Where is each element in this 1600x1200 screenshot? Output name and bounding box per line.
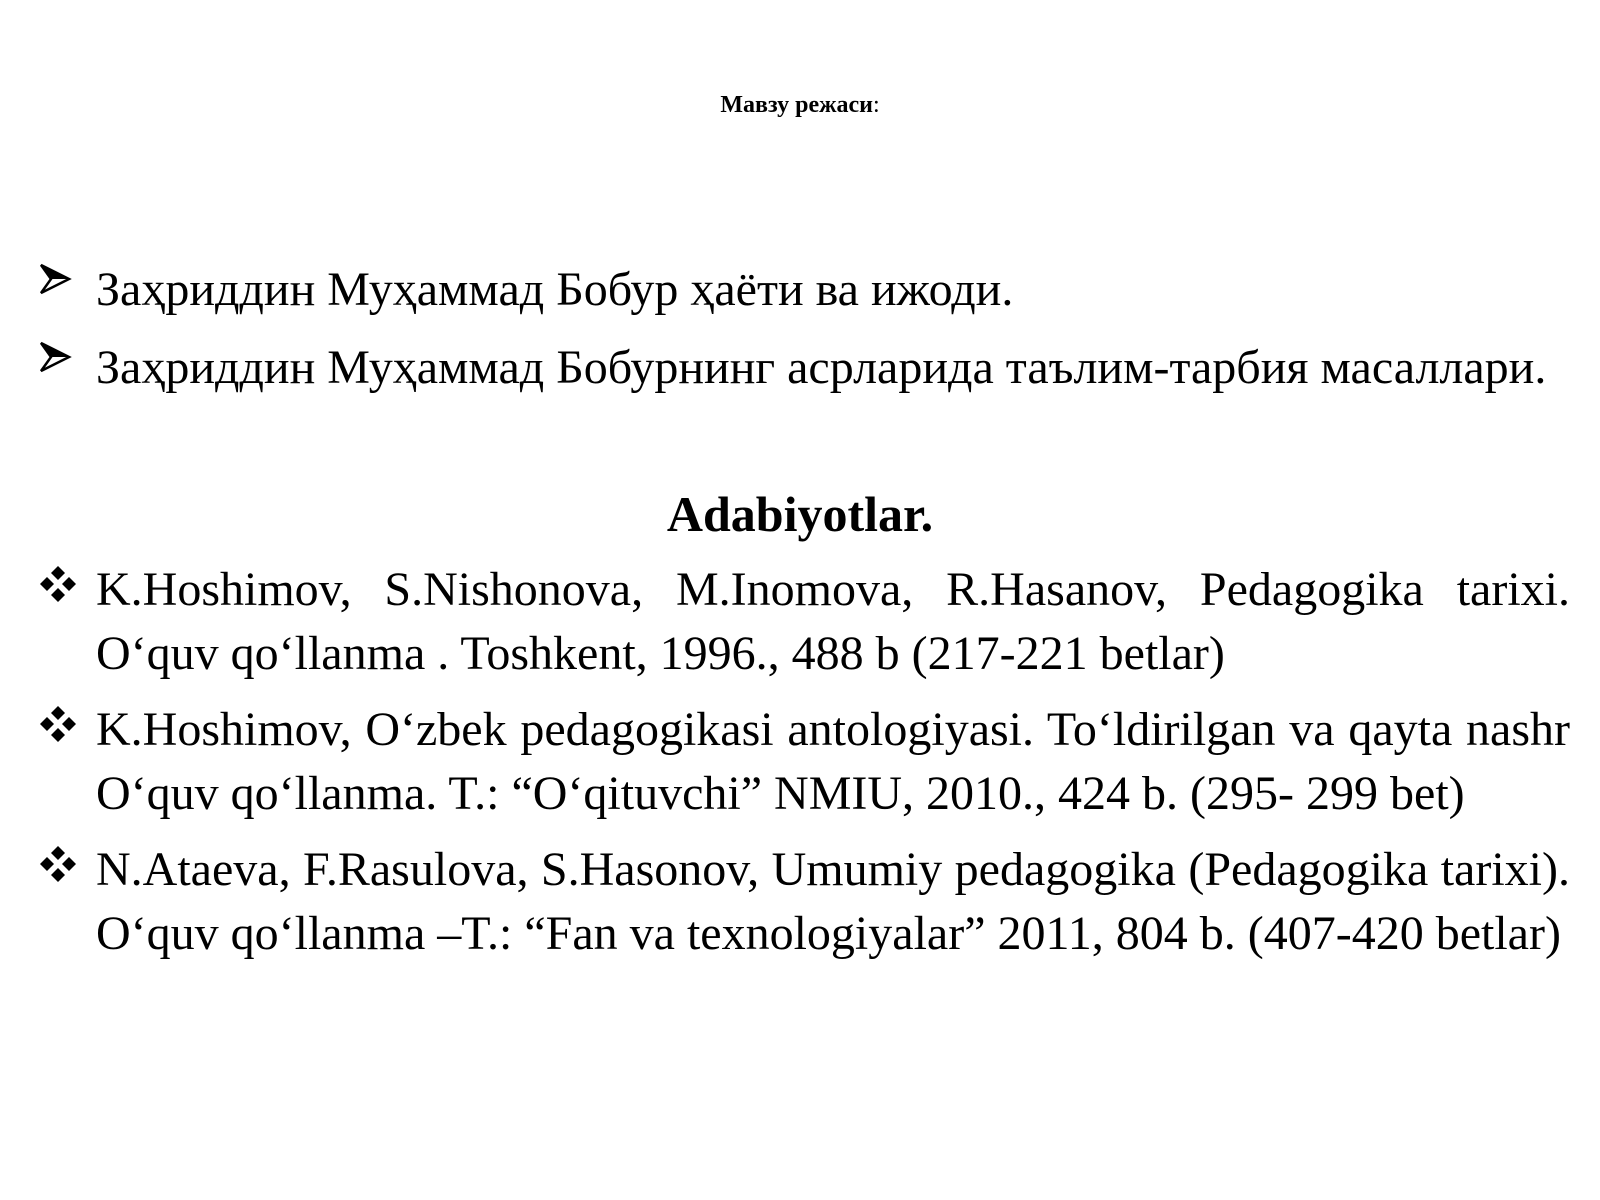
reference-text: K.Hoshimov, O‘zbek pedagogikasi antologiyasi. To‘ldirilgan va qayta nashr O‘quv qo‘llanma. T.: “O‘qituvchi” NMIU, 2010., 424 b. (295- 299 bet) <box>96 703 1570 820</box>
reference-list <box>38 558 1570 978</box>
arrow-bullet-icon <box>38 340 72 374</box>
diamond-bullet-icon <box>38 844 78 884</box>
diamond-bullet-icon <box>38 564 78 604</box>
topic-text: Заҳриддин Муҳаммад Бобурнинг асрларида таълим-тарбия масаллари. <box>96 341 1547 394</box>
slide-title <box>0 92 1600 119</box>
topic-list <box>38 258 1568 414</box>
slide-title-text: Мавзу режаси <box>720 92 873 118</box>
reference-item <box>38 698 1570 826</box>
arrow-bullet-icon <box>38 262 72 296</box>
topic-item <box>38 258 1568 322</box>
topic-text: Заҳриддин Муҳаммад Бобур ҳаёти ва ижоди. <box>96 263 1014 316</box>
diamond-bullet-icon <box>38 704 78 744</box>
reference-text: K.Hoshimov, S.Nishonova, M.Inomova, R.Hasanov, Pedagogika tarixi. O‘quv qo‘llanma . Toshkent, 1996., 488 b (217-221 betlar) <box>96 563 1570 680</box>
reference-item <box>38 838 1570 966</box>
slide-title-colon: : <box>872 92 880 118</box>
reference-item <box>38 558 1570 686</box>
reference-text: N.Ataeva, F.Rasulova, S.Hasonov, Umumiy pedagogika (Pedagogika tarixi). O‘quv qo‘llanma –T.: “Fan va texnologiyalar” 2011, 804 b. (407-420 betlar) <box>96 843 1570 960</box>
topic-item <box>38 336 1568 400</box>
references-heading: Adabiyotlar. <box>666 486 934 542</box>
